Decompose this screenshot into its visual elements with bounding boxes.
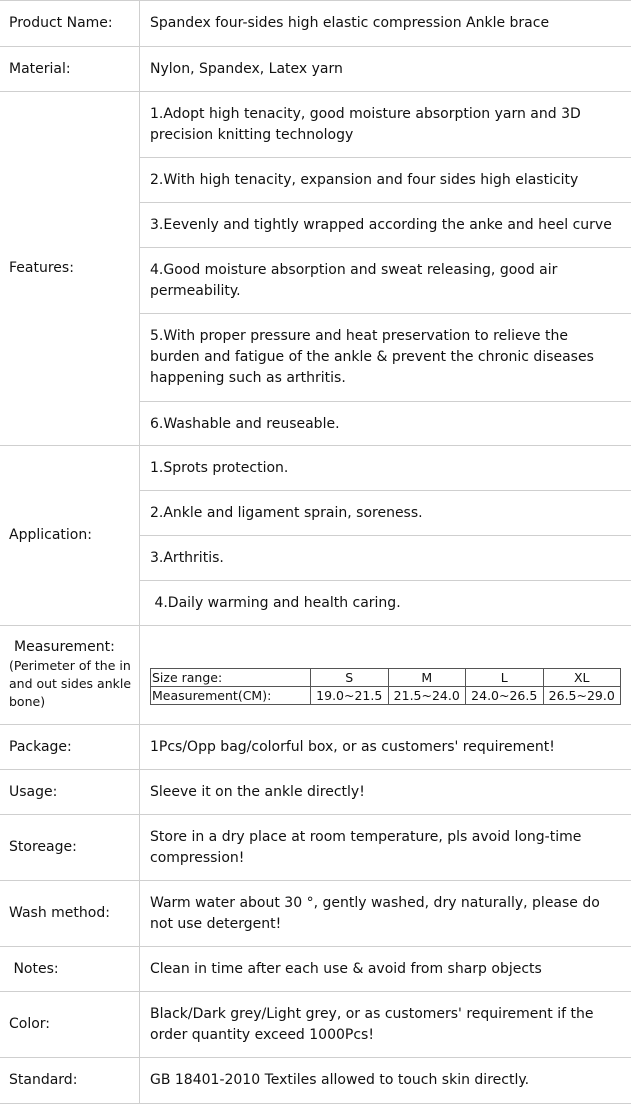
row-package xyxy=(0,725,631,770)
value-material: Nylon, Spandex, Latex yarn xyxy=(150,60,343,77)
size-header-label: Size range: xyxy=(151,669,311,687)
row-usage xyxy=(0,770,631,815)
row-color xyxy=(0,992,631,1058)
application-item: 3.Arthritis. xyxy=(140,536,631,581)
size-s: S xyxy=(311,669,389,687)
size-xl: XL xyxy=(543,669,621,687)
row-product-name xyxy=(0,0,631,47)
application-item: 4.Daily warming and health caring. xyxy=(150,594,401,611)
application-list xyxy=(140,446,631,625)
label-product-name: Product Name: xyxy=(0,1,140,46)
label-storeage: Storeage: xyxy=(0,815,140,880)
feature-item: 1.Adopt high tenacity, good moisture absorption yarn and 3D precision knitting technology xyxy=(140,92,631,158)
feature-item: 5.With proper pressure and heat preservation to relieve the burden and fatigue of the ankle & prevent the chronic diseases happening such as arthritis. xyxy=(140,314,631,402)
value-color: Black/Dark grey/Light grey, or as customers' requirement if the order quantity exceed 1000Pcs! xyxy=(150,1005,594,1043)
value-package: 1Pcs/Opp bag/colorful box, or as customers' requirement! xyxy=(150,738,555,755)
label-package: Package: xyxy=(0,725,140,769)
value-usage: Sleeve it on the ankle directly! xyxy=(150,783,365,800)
label-application: Application: xyxy=(0,446,140,625)
measure-m: 21.5~24.0 xyxy=(388,687,466,705)
label-usage: Usage: xyxy=(0,770,140,814)
size-table xyxy=(150,668,621,705)
row-application xyxy=(0,446,631,626)
label-notes: Notes: xyxy=(0,947,140,991)
label-measurement-cell xyxy=(0,626,140,724)
value-standard: GB 18401-2010 Textiles allowed to touch skin directly. xyxy=(150,1072,530,1088)
label-features: Features: xyxy=(0,92,140,445)
value-notes: Clean in time after each use & avoid from sharp objects xyxy=(150,960,542,977)
value-wash-method: Warm water about 30 °, gently washed, dry naturally, please do not use detergent! xyxy=(150,894,600,932)
measure-l: 24.0~26.5 xyxy=(466,687,544,705)
feature-item: 3.Eevenly and tightly wrapped according the anke and heel curve xyxy=(140,203,631,248)
application-item: 2.Ankle and ligament sprain, soreness. xyxy=(140,491,631,536)
label-color: Color: xyxy=(0,992,140,1057)
measure-label: Measurement(CM): xyxy=(151,687,311,705)
size-l: L xyxy=(466,669,544,687)
measure-xl: 26.5~29.0 xyxy=(543,687,621,705)
size-header-row xyxy=(151,669,621,687)
value-storeage: Store in a dry place at room temperature, pls avoid long-time compression! xyxy=(150,828,582,866)
measure-s: 19.0~21.5 xyxy=(311,687,389,705)
feature-item: 2.With high tenacity, expansion and four sides high elasticity xyxy=(140,158,631,203)
label-standard: Standard: xyxy=(0,1058,140,1103)
measurement-label-block xyxy=(0,626,139,711)
application-item: 1.Sprots protection. xyxy=(140,446,631,491)
features-list xyxy=(140,92,631,445)
label-measurement: Measurement: xyxy=(14,639,115,655)
row-notes xyxy=(0,947,631,992)
feature-item: 6.Washable and reuseable. xyxy=(150,415,340,432)
row-measurement xyxy=(0,626,631,725)
size-m: M xyxy=(388,669,466,687)
measurement-value xyxy=(140,626,631,724)
feature-item: 4.Good moisture absorption and sweat releasing, good air permeability. xyxy=(140,248,631,314)
row-features xyxy=(0,92,631,446)
value-product-name: Spandex four-sides high elastic compression Ankle brace xyxy=(150,15,550,31)
row-material xyxy=(0,47,631,92)
size-measure-row xyxy=(151,687,621,705)
measurement-note: (Perimeter of the in and out sides ankle bone) xyxy=(9,658,132,709)
row-storeage xyxy=(0,815,631,881)
label-material: Material: xyxy=(0,47,140,91)
row-wash-method xyxy=(0,881,631,947)
row-standard xyxy=(0,1058,631,1104)
label-wash-method: Wash method: xyxy=(0,881,140,946)
